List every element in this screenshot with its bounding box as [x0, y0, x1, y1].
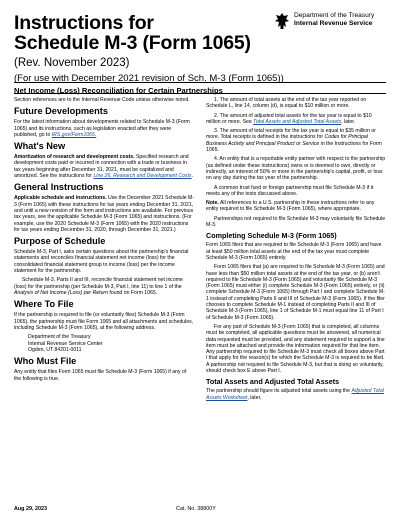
header-top-divider	[14, 82, 386, 83]
heading-who-must-file: Who Must File	[14, 356, 77, 367]
future-paragraph	[14, 119, 194, 138]
title-line-2: Schedule M-3 (Form 1065)	[14, 32, 251, 54]
total-assets-text: The partnership should figure its adjusted total assets using the	[206, 388, 351, 395]
revision-date: (Rev. November 2023)	[14, 57, 130, 69]
header-bottom-divider	[14, 93, 386, 94]
future-text: For the latest information about developments related to Schedule M-3 (Form 1065) and its instructions, such as legislation enacted after they were published, go to	[14, 119, 190, 138]
use-note: (For use with December 2021 revision of Sch. M-3 (Form 1065))	[14, 73, 284, 84]
address-line-2: Internal Revenue Service Center	[28, 340, 103, 347]
new-end: .	[191, 173, 193, 180]
criterion-3-end: in the Instructions for Form 1065.	[206, 140, 382, 154]
criterion-3-italic: Codes for Principal Business Activity and Principal Product or Service	[206, 134, 368, 147]
address-line-1: Department of the Treasury	[28, 334, 91, 341]
criterion-2-text: 2. The amount of adjusted total assets for the tax year is equal to $10 million or more. See	[206, 112, 372, 125]
title-line-1: Instructions for	[14, 12, 154, 34]
note-paragraph	[206, 200, 386, 213]
line26-link[interactable]: Line 26, Research and Development Costs	[93, 173, 192, 180]
new-lead: Amortization of research and development costs.	[14, 154, 135, 161]
file-paragraph: If the partnership is required to file (or voluntarily files) Schedule M-3 (Form 1065), the partnership must file Form 1065 and all attachments and schedules, including Schedule M-3 (Form 1065), at the following address.	[14, 312, 194, 331]
purpose-p2-text: Schedule M-3, Parts II and III, reconcile financial statement net income (loss) for the partnership (per Schedule M-3, Part I, line 11) to line 1 of the	[14, 277, 183, 290]
note-text: All references to a U.S. partnership in these instructions refer to any entity required to file Schedule M-3 (Form 1065), where appropriate.	[206, 200, 375, 213]
right-column	[206, 97, 386, 404]
new-paragraph	[14, 154, 194, 179]
voluntary-paragraph: Partnerships not required to file Schedule M-3 may voluntarily file Schedule M-3.	[206, 215, 386, 229]
footer-catalog-number: Cat. No. 38800Y	[176, 506, 216, 512]
criterion-3-text: 3. The amount of total receipts for the tax year is equal to $35 million or more. Total receipts is defined in the instructions for	[206, 128, 376, 141]
criterion-4: 4. An entity that is a reportable entity partner with respect to the partnership (as defined under these instructions) owns or is deemed to own, directly or indirectly, an interest of 50% or more in the partnership's capital, profit, or loss on any day during the tax year of the partnership.	[206, 156, 386, 182]
total-assets-link[interactable]: Total Assets and Adjusted Total Assets	[253, 118, 342, 125]
worksheet-link[interactable]: Adjusted Total Assets Worksheet	[206, 388, 384, 401]
purpose-p2-end: found on Form 1065.	[108, 289, 158, 296]
criterion-1: 1. The amount of total assets at the end of the tax year reported on Schedule L, line 14, column (d), is equal to $10 million or more.	[206, 97, 367, 110]
intro-text: Section references are to the Internal Revenue Code unless otherwise noted.	[14, 97, 190, 103]
filing-address	[28, 334, 194, 353]
completing-paragraph-3: For any part of Schedule M-3 (Form 1065) that is completed, all columns must be completed, all applicable questions must be answered, all numerical data requested must be provided, and any statement required to support a line item must be attached and provide the information required for that line item. Any partnership required to file Schedule M-3 must check all boxes above Part I that apply for the reason(s) for which the Schedule M-3 is required to be filed. A partnership not required to file Schedule M-3, but that is doing so voluntarily, should check box E above Part I.	[206, 323, 385, 374]
criterion-3	[206, 128, 386, 153]
criterion-2-end: , later.	[341, 118, 356, 125]
completing-paragraph-2: Form 1065 filers that (a) are required to file Schedule M-3 (Form 1065) and have less than $50 million total assets at the end of the tax year, or (b) aren't required to file Schedule M-3 (Form 1065) and voluntarily file Schedule M-3 (Form 1065) must either (i) complete Schedule M-3 (Form 1065) entirely, or (ii) complete Schedule M-3 (Form 1065) through Part I and complete Schedule M-1 instead of completing Parts II and III of Schedule M-3 (Form 1065). If the filer chooses to complete Schedule M-1 instead of completing Parts II and III of Schedule M-3 (Form 1065), line 1 of Schedule M-1 must equal line 11 of Part I of Schedule M-3 (Form 1065).	[206, 264, 385, 321]
heading-where-to-file: Where To File	[14, 299, 74, 310]
general-lead: Applicable schedule and instructions.	[14, 195, 107, 202]
new-text: Specified research and development costs paid or incurred in connection with a trade or business in tax years beginning after December 31, 2021, must be capitalized and amortized. See the instructions for	[14, 154, 189, 180]
agency-irs: Internal Revenue Service	[294, 20, 373, 27]
left-column	[14, 97, 194, 385]
document-subtitle: Net Income (Loss) Reconciliation for Certain Partnerships	[14, 86, 223, 95]
agency-department: Department of the Treasury	[294, 12, 375, 19]
irs-form1065-link[interactable]: IRS.gov/Form1065.	[51, 131, 97, 138]
purpose-paragraph-2	[14, 277, 194, 296]
heading-completing: Completing Schedule M-3 (Form 1065)	[206, 231, 337, 241]
irs-eagle-icon	[274, 12, 290, 30]
trust-fund-paragraph: A common trust fund or foreign partnership must file Schedule M-3 if it meets any of the tests discussed above.	[206, 184, 374, 197]
heading-purpose: Purpose of Schedule	[14, 236, 106, 247]
heading-general-instructions: General Instructions	[14, 182, 104, 193]
note-lead: Note.	[206, 200, 219, 207]
heading-future-developments: Future Developments	[14, 106, 108, 117]
heading-whats-new: What's New	[14, 141, 66, 152]
general-text: Use the December 2021 Schedule M-3 (Form 1065) with these instructions for tax years ending December 31, 2021, and until a new revision of the form and instructions are available. For previous tax years, see the applicable Schedule M-3 (Form 1065) and instructions. (For example, use the 2020 Schedule M-3 (Form 1065) with the 2020 instructions for tax years ending December 31, 2020, through December 31, 2021.)	[14, 195, 194, 233]
purpose-p2-italic: Analysis of Net Income (Loss) per Return	[14, 289, 108, 296]
address-line-3: Ogden, UT 84201-0011	[28, 346, 82, 353]
purpose-paragraph-1: Schedule M-3, Part I, asks certain questions about the partnership's financial statements and reconciles financial statement net income (loss) for the consolidated financial statement group to income (loss) per the income statement for the partnership.	[14, 249, 189, 275]
completing-paragraph-1: Form 1065 filers that are required to file Schedule M-3 (Form 1065) and have at least $50 million total assets at the end of the tax year must complete Schedule M-3 (Form 1065) entirely.	[206, 242, 382, 261]
general-paragraph	[14, 195, 194, 233]
who-paragraph: Any entity that files Form 1065 must file Schedule M-3 (Form 1065) if any of the following is true.	[14, 369, 187, 382]
total-assets-end: , later.	[247, 394, 262, 401]
agency-block	[274, 12, 386, 30]
footer-date: Aug 29, 2023	[14, 506, 47, 512]
total-assets-paragraph	[206, 388, 386, 401]
heading-total-assets: Total Assets and Adjusted Total Assets	[206, 377, 340, 387]
criterion-2	[206, 113, 386, 126]
